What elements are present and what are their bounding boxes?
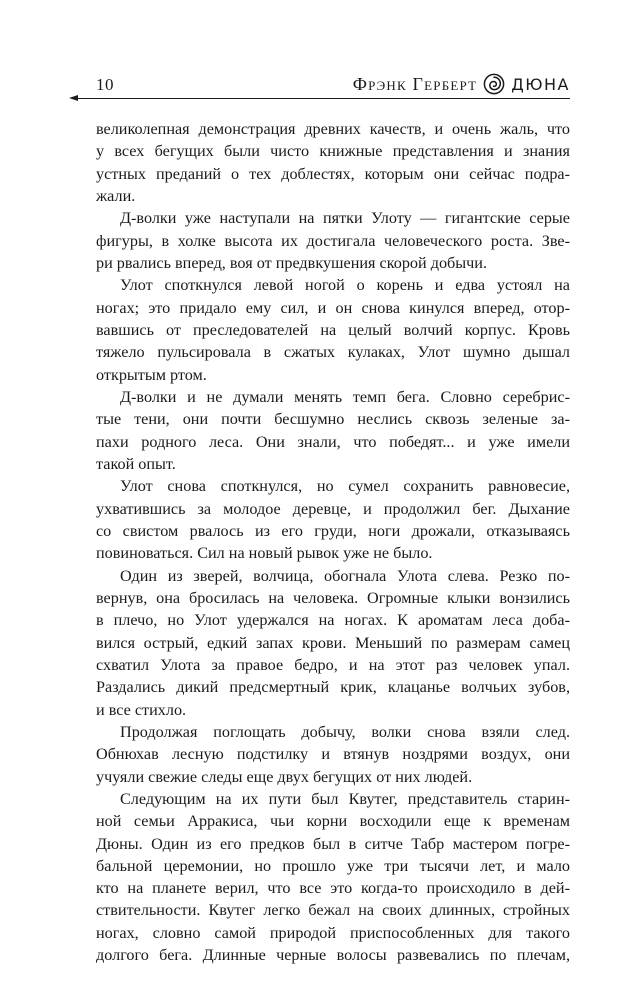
author-name: Фрэнк Герберт [352, 73, 478, 94]
text-line: тые тени, они почти бесшумно неслись сквозь зеленые за- [96, 410, 570, 429]
text-line: учуяли свежие следы еще двух бегущих от них людей. [96, 767, 473, 786]
swirl-logo-icon [483, 73, 505, 95]
text-line: схватил Улота за правое бедро, и на этот раз человек упал. [96, 655, 570, 674]
text-line: пахи родного леса. Они знали, что победят... и уже имели [96, 432, 570, 451]
text-line: в плечо, но Улот удержался на ногах. К ароматам леса доба- [96, 611, 570, 630]
text-line: Продолжая поглощать добычу, волки снова взяли след. [120, 722, 570, 741]
text-line: ствительности. Квутег легко бежал на своих длинных, стройных [96, 901, 570, 920]
text-line: Д-волки и не думали менять темп бега. Словно серебрис- [120, 387, 570, 406]
text-line: ной семьи Арракиса, чьи корни восходили еще к временам [96, 812, 570, 831]
text-line: повиноваться. Сил на новый рывок уже не было. [96, 544, 433, 563]
text-line: и все стихло. [96, 700, 187, 719]
text-line: Обнюхав лесную подстилку и втянув ноздрями воздух, они [96, 745, 570, 764]
rule-end-marker [69, 95, 78, 101]
text-line: Дюны. Один из его предков был в ситче Табр мастером погре- [96, 834, 570, 853]
series-title: ДЮНА [511, 74, 570, 94]
text-line: устных преданий о тех доблестях, которым они сейчас подра- [96, 164, 570, 183]
text-line: Один из зверей, волчица, обогнала Улота слева. Резко по- [120, 566, 570, 585]
text-line: такой опыт. [96, 454, 176, 473]
text-line: Д-волки уже наступали на пятки Улоту — гигантские серые [120, 209, 570, 228]
text-line: долгого бега. Длинные черные волосы развевались по плечам, [96, 946, 570, 965]
text-line: жали. [96, 186, 136, 205]
header-title-group [353, 72, 570, 96]
text-line: тяжело пульсировала в сжатых кулаках, Улот шумно дышал [96, 343, 570, 362]
text-line: Раздались дикий предсмертный крик, клацанье волчьих зубов, [96, 678, 570, 697]
running-header [82, 72, 570, 96]
text-line: ри рвались вперед, воя от предвкушения скорой добычи. [96, 253, 488, 272]
text-line: ухватившись за молодое деревце, и продолжил бег. Дыхание [96, 499, 570, 518]
page-number: 10 [96, 75, 114, 94]
text-line: Улот снова споткнулся, но сумел сохранить равновесие, [120, 477, 570, 496]
text-line: великолепная демонстрация древних качеств, и очень жаль, что [96, 120, 570, 138]
text-line: ногах; это придало ему сил, и он снова кинулся вперед, отор- [96, 298, 570, 317]
text-line: Улот споткнулся левой ногой о корень и едва устоял на [120, 276, 570, 295]
text-line: со свистом рвалось из его груди, ноги дрожали, отказываясь [96, 521, 570, 540]
header-rule [72, 98, 570, 99]
text-line: у всех бегущих были чисто книжные представления и знания [96, 142, 570, 161]
text-line: ногах, словно самой природой приспособленных для такого [96, 923, 570, 942]
text-line: бальной церемонии, но прошло уже три тысячи лет, и мало [96, 856, 570, 875]
text-line: вавшись от преследователей на целый волчий корпус. Кровь [96, 320, 570, 339]
text-line: вернув, она бросилась на человека. Огромные клыки вонзились [96, 588, 570, 607]
text-line: вился острый, едкий запах крови. Меньший по размерам самец [96, 633, 570, 652]
text-line: открытым ртом. [96, 365, 207, 384]
body-text [96, 118, 570, 966]
text-line: Следующим на их пути был Квутег, представитель старин- [120, 789, 570, 808]
text-line: фигуры, в холке высота их достигала человеческого роста. Зве- [96, 231, 570, 250]
text-line: кто на планете верил, что все это когда-то происходило в дей- [96, 879, 570, 898]
